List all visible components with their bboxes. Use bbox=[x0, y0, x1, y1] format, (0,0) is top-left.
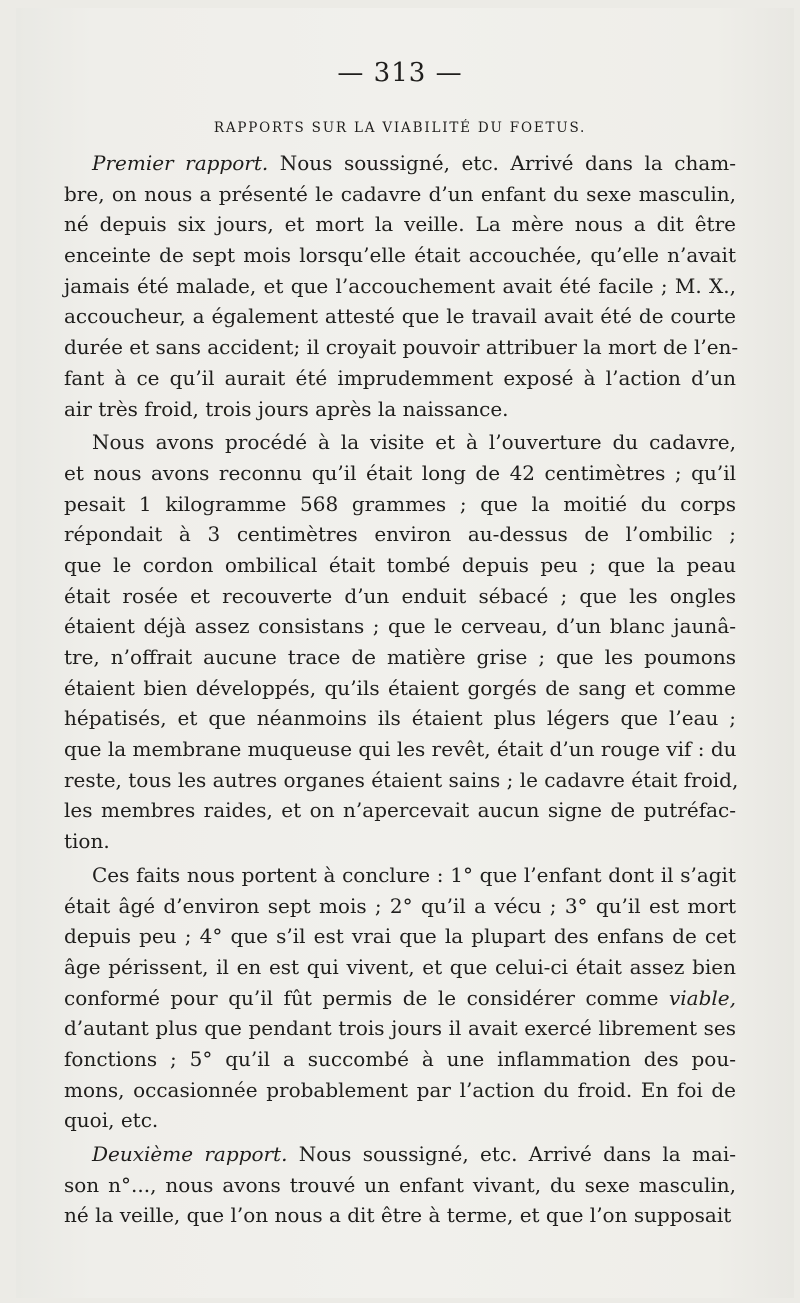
text-line bbox=[64, 826, 736, 857]
line-text: conformé pour qu’il fût permis de le considérer comme bbox=[64, 985, 669, 1010]
text-line bbox=[64, 952, 736, 983]
line-text: répondait à 3 centimètres environ au-dessus de l’ombilic ; bbox=[64, 522, 736, 547]
line-text: fant à ce qu’il aurait été imprudemment exposé à l’action d’un bbox=[64, 365, 736, 390]
line-text: Ces faits nous portent à conclure : 1° que l’enfant dont il s’agit bbox=[92, 862, 736, 887]
paragraph bbox=[64, 148, 739, 424]
running-head: RAPPORTS SUR LA VIABILITÉ DU FOETUS. bbox=[213, 120, 587, 136]
line-text: né la veille, que l’on nous a dit être à terme, et que l’on supposait bbox=[64, 1203, 732, 1228]
text-line bbox=[64, 427, 736, 458]
text-line bbox=[64, 673, 736, 704]
line-text: âge périssent, il en est qui vivent, et que celui-ci était assez bien bbox=[64, 954, 736, 979]
line-text: pesait 1 kilogramme 568 grammes ; que la moitié du corps bbox=[64, 491, 736, 516]
line-text: son n°..., nous avons trouvé un enfant vivant, du sexe masculin, bbox=[64, 1172, 736, 1197]
body-text bbox=[64, 148, 739, 1231]
text-line bbox=[64, 642, 736, 673]
line-text: durée et sans accident; il croyait pouvoir attribuer la mort de l’en- bbox=[64, 335, 739, 360]
line-text: que la membrane muqueuse qui les revêt, était d’un rouge vif : du bbox=[64, 737, 737, 762]
line-text: né depuis six jours, et mort la veille. La mère nous a dit être bbox=[64, 212, 736, 237]
line-text: quoi, etc. bbox=[64, 1108, 159, 1133]
text-line bbox=[64, 148, 736, 179]
text-line bbox=[64, 983, 736, 1014]
text-line bbox=[64, 1105, 736, 1136]
text-line bbox=[64, 1170, 736, 1201]
text-line bbox=[64, 581, 736, 612]
paragraph bbox=[64, 427, 739, 857]
text-line bbox=[64, 795, 736, 826]
text-line bbox=[64, 209, 736, 240]
line-text: fonctions ; 5° qu’il a succombé à une inflammation des pou- bbox=[64, 1046, 736, 1071]
text-line bbox=[64, 1075, 736, 1106]
line-text: tion. bbox=[64, 829, 110, 854]
line-text: que le cordon ombilical était tombé depuis peu ; que la peau bbox=[64, 552, 736, 577]
line-text: était âgé d’environ sept mois ; 2° qu’il a vécu ; 3° qu’il est mort bbox=[64, 893, 736, 918]
text-line bbox=[64, 489, 736, 520]
text-line bbox=[64, 611, 736, 642]
text-line bbox=[64, 271, 736, 302]
text-line bbox=[64, 179, 736, 210]
line-text: tre, n’offrait aucune trace de matière grise ; que les poumons bbox=[64, 645, 736, 669]
emphasized-word: viable, bbox=[668, 985, 736, 1010]
line-text: reste, tous les autres organes étaient sains ; le cadavre était froid, bbox=[64, 767, 739, 792]
line-text: d’autant plus que pendant trois jours il avait exercé librement ses bbox=[64, 1016, 736, 1041]
report-heading: Deuxième rapport. bbox=[92, 1142, 288, 1166]
line-text: depuis peu ; 4° que s’il est vrai que la plupart des enfans de cet bbox=[64, 924, 736, 949]
line-text: étaient déjà assez consistans ; que le cerveau, d’un blanc jaunâ- bbox=[64, 614, 736, 639]
line-text: était rosée et recouverte d’un enduit sébacé ; que les ongles bbox=[64, 583, 736, 608]
text-line bbox=[64, 1044, 736, 1075]
text-line bbox=[64, 1200, 736, 1231]
text-line bbox=[64, 458, 736, 489]
line-text: étaient bien développés, qu’ils étaient gorgés de sang et comme bbox=[64, 675, 736, 700]
text-line bbox=[64, 1139, 736, 1170]
line-text: bre, on nous a présenté le cadavre d’un enfant du sexe masculin, bbox=[64, 181, 736, 206]
line-text: jamais été malade, et que l’accouchement avait été facile ; M. X., bbox=[64, 273, 736, 298]
line-text: enceinte de sept mois lorsqu’elle était accouchée, qu’elle n’avait bbox=[64, 243, 736, 268]
text-line bbox=[64, 301, 736, 332]
line-text: accoucheur, a également attesté que le travail avait été de courte bbox=[64, 304, 736, 329]
text-line bbox=[64, 363, 736, 394]
line-text: mons, occasionnée probablement par l’action du froid. En foi de bbox=[64, 1077, 736, 1102]
text-line bbox=[64, 734, 736, 765]
text-line bbox=[64, 550, 736, 581]
line-text: les membres raides, et on n’apercevait aucun signe de putréfac- bbox=[64, 798, 736, 823]
line-text: et nous avons reconnu qu’il était long de 42 centimètres ; qu’il bbox=[64, 460, 736, 485]
text-line bbox=[64, 394, 736, 425]
line-text: Nous soussigné, etc. Arrivé dans la cham- bbox=[268, 151, 736, 175]
text-line bbox=[64, 891, 736, 922]
text-line bbox=[64, 921, 736, 952]
line-text: Nous avons procédé à la visite et à l’ouverture du cadavre, bbox=[92, 430, 736, 455]
page-number: — 313 — bbox=[337, 58, 463, 88]
text-line bbox=[64, 1013, 736, 1044]
text-line bbox=[64, 703, 736, 734]
text-line bbox=[64, 240, 736, 271]
text-line bbox=[64, 860, 736, 891]
line-text: air très froid, trois jours après la naissance. bbox=[64, 396, 509, 421]
paragraph bbox=[64, 1139, 736, 1231]
line-text: hépatisés, et que néanmoins ils étaient plus légers que l’eau ; bbox=[64, 706, 736, 731]
text-line bbox=[64, 765, 739, 796]
report-heading: Premier rapport. bbox=[92, 151, 269, 175]
text-line bbox=[64, 332, 739, 363]
text-line bbox=[64, 519, 736, 550]
paragraph bbox=[64, 860, 736, 1136]
line-text: Nous soussigné, etc. Arrivé dans la mai- bbox=[287, 1142, 736, 1166]
